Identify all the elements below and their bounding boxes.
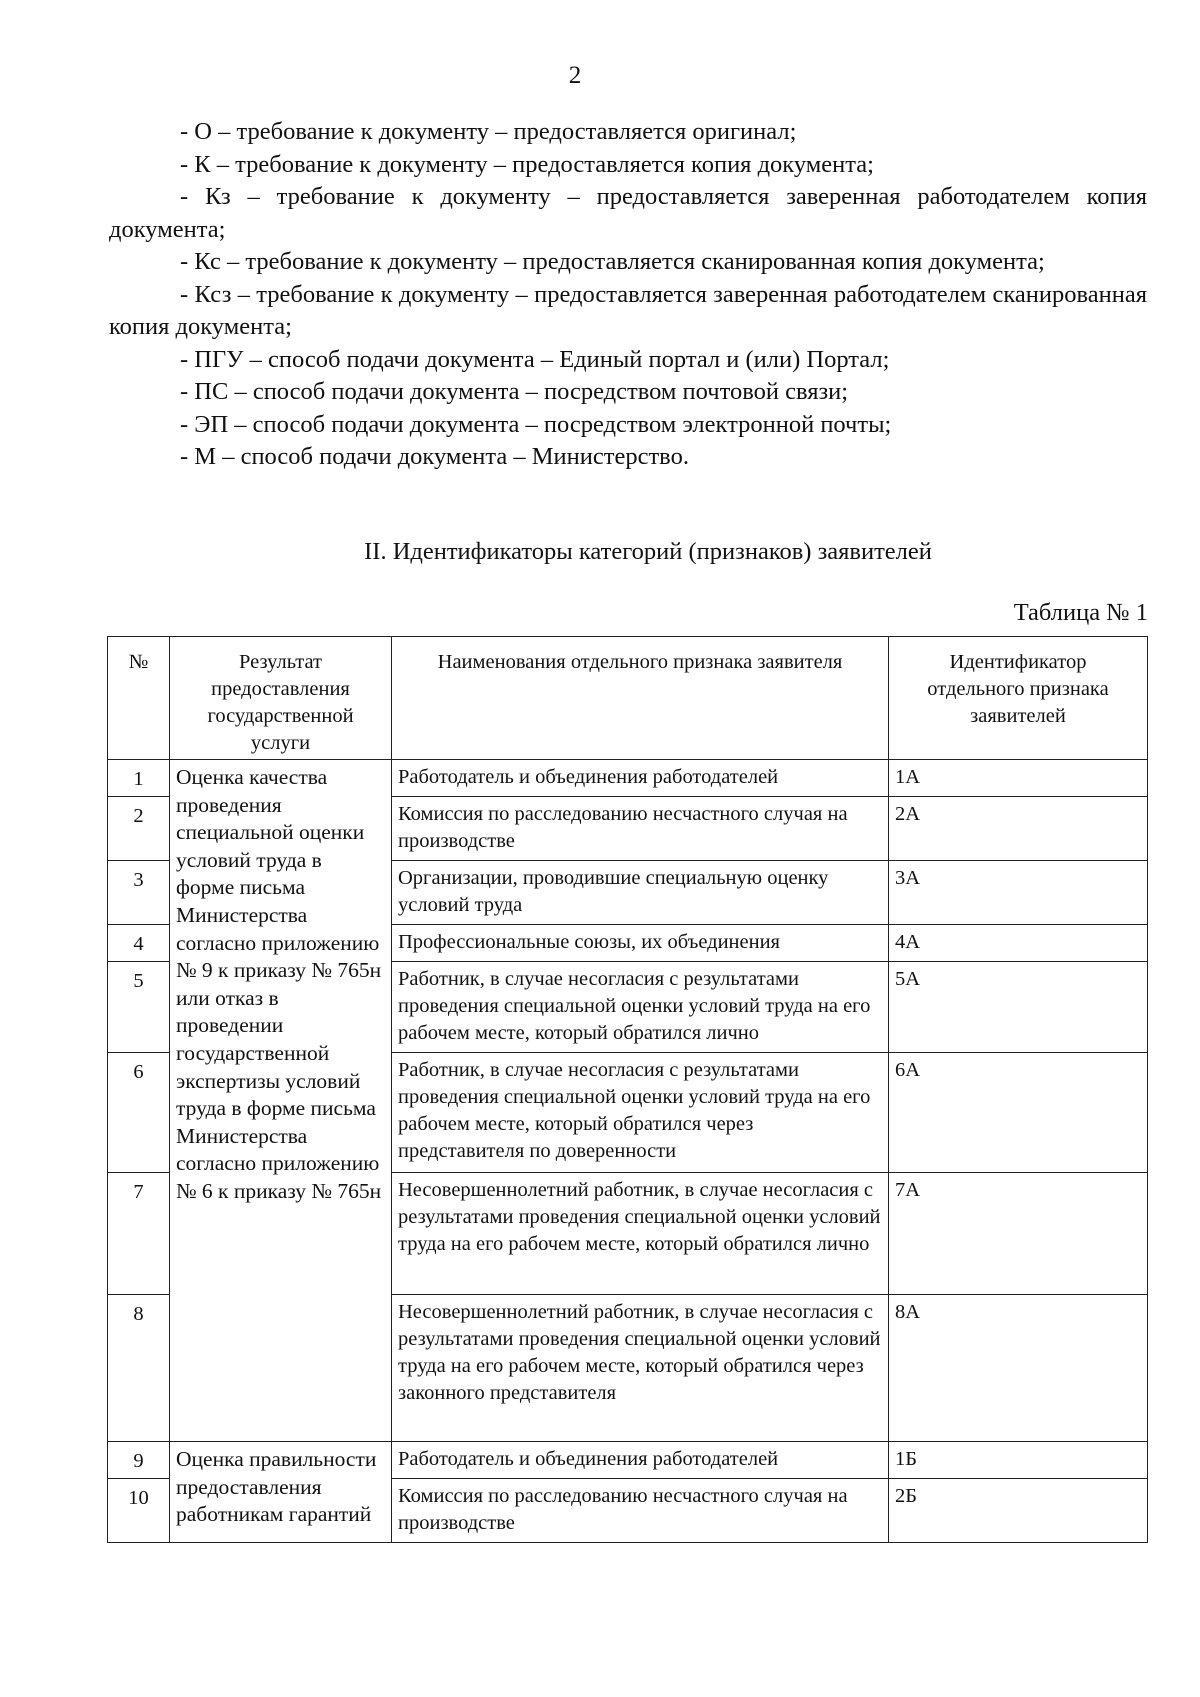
header-feature: Наименования отдельного признака заявителя xyxy=(392,637,889,760)
identifier-cell: 5А xyxy=(889,962,1148,1053)
legend-item: - ЭП – способ подачи документа – посредством электронной почты; xyxy=(180,410,892,438)
identifier-cell: 1Б xyxy=(889,1442,1148,1479)
row-number: 4 xyxy=(108,925,170,962)
section-title: II. Идентификаторы категорий (признаков) заявителей xyxy=(364,538,932,565)
identifier-cell: 4А xyxy=(889,925,1148,962)
identifier-cell: 3А xyxy=(889,861,1148,925)
identifier-cell: 2А xyxy=(889,797,1148,861)
legend-item: - Кс – требование к документу – предоставляется сканированная копия документа; xyxy=(180,248,1045,275)
feature-cell: Работодатель и объединения работодателей xyxy=(392,1442,889,1479)
identifier-cell: 2Б xyxy=(889,1479,1148,1543)
legend-item: - Кз – требование к документу – предоставляется заверенная работодателем копия документа; xyxy=(109,183,1147,243)
identifier-cell: 8А xyxy=(889,1295,1148,1442)
header-number: № xyxy=(108,637,170,760)
feature-cell: Работник, в случае несогласия с результатами проведения специальной оценки условий труда на его рабочем месте, который обратился лично xyxy=(392,962,889,1053)
feature-cell: Работник, в случае несогласия с результатами проведения специальной оценки условий труда на его рабочем месте, который обратился через представителя по доверенности xyxy=(392,1053,889,1173)
legend-item: - ПГУ – способ подачи документа – Единый портал и (или) Портал; xyxy=(180,345,890,373)
legend-list xyxy=(109,116,1147,474)
row-number: 1 xyxy=(108,760,170,797)
row-number: 7 xyxy=(108,1173,170,1295)
identifier-cell: 6А xyxy=(889,1053,1148,1173)
legend-item: - К – требование к документу – предоставляется копия документа; xyxy=(180,150,874,178)
legend-item: - М – способ подачи документа – Министерство. xyxy=(180,443,689,470)
table-row xyxy=(108,1442,1148,1479)
header-identifier: Идентификатор отдельного признака заявителей xyxy=(889,637,1148,760)
row-number: 2 xyxy=(108,797,170,861)
table-header-row xyxy=(108,637,1148,760)
table-row xyxy=(108,760,1148,797)
row-number: 3 xyxy=(108,861,170,925)
feature-cell: Комиссия по расследованию несчастного случая на производстве xyxy=(392,1479,889,1543)
result-cell: Оценка качества проведения специальной оценки условий труда в форме письма Министерства согласно приложению № 9 к приказу № 765н или отказ в проведении государственной экспертизы условий труда в форме письма Министерства согласно приложению № 6 к приказу № 765н xyxy=(170,760,392,1442)
identifier-cell: 7А xyxy=(889,1173,1148,1295)
row-number: 5 xyxy=(108,962,170,1053)
identifiers-table xyxy=(107,636,1148,1543)
header-result: Результат предоставления государственной услуги xyxy=(170,637,392,760)
feature-cell: Профессиональные союзы, их объединения xyxy=(392,925,889,962)
table-caption: Таблица № 1 xyxy=(1013,599,1148,626)
row-number: 8 xyxy=(108,1295,170,1442)
feature-cell: Несовершеннолетний работник, в случае несогласия с результатами проведения специальной оценки условий труда на его рабочем месте, который обратился через законного представителя xyxy=(392,1295,889,1442)
page-number: 2 xyxy=(568,62,582,89)
feature-cell: Комиссия по расследованию несчастного случая на производстве xyxy=(392,797,889,861)
row-number: 10 xyxy=(108,1479,170,1543)
feature-cell: Несовершеннолетний работник, в случае несогласия с результатами проведения специальной оценки условий труда на его рабочем месте, который обратился лично xyxy=(392,1173,889,1295)
feature-cell: Работодатель и объединения работодателей xyxy=(392,760,889,797)
identifier-cell: 1А xyxy=(889,760,1148,797)
legend-item: - Ксз – требование к документу – предоставляется заверенная работодателем сканированная копия документа; xyxy=(109,280,1147,340)
result-cell: Оценка правильности предоставления работникам гарантий xyxy=(170,1442,392,1543)
legend-item: - ПС – способ подачи документа – посредством почтовой связи; xyxy=(180,378,849,405)
feature-cell: Организации, проводившие специальную оценку условий труда xyxy=(392,861,889,925)
legend-item: - О – требование к документу – предоставляется оригинал; xyxy=(180,118,797,145)
row-number: 6 xyxy=(108,1053,170,1173)
row-number: 9 xyxy=(108,1442,170,1479)
